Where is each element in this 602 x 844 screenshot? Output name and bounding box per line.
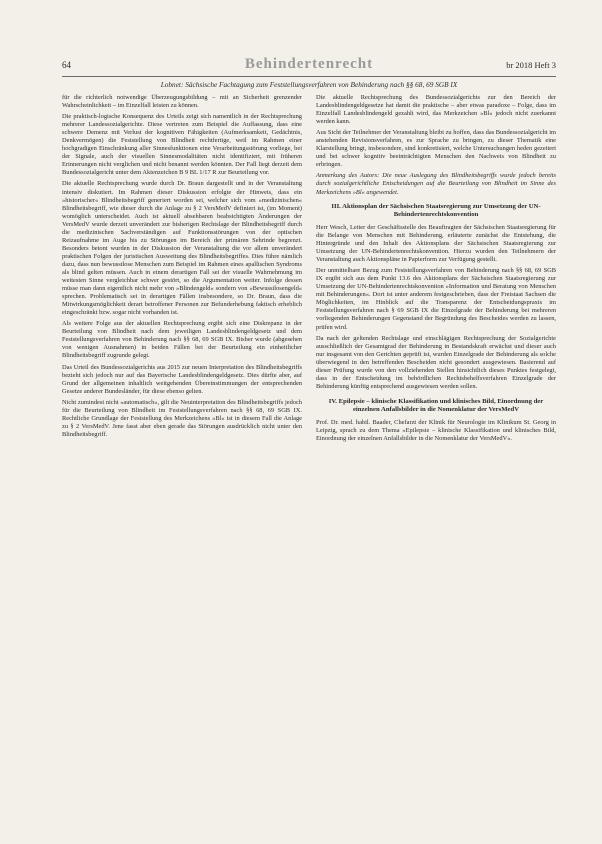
left-column: [62, 94, 302, 442]
paragraph: Aus Sicht der Teilnehmer der Veranstaltung bleibt zu hoffen, dass das Bundessozialgericht im anstehenden Revisionsverfahren, es zur Sprache zu bringen, zu dieser Thematik eine Klarstellung bringt, insbesondere, sind konkretisiert, welche Untersuchungen heden gezeitert und bei schwer kognitiv beeinträchtigten Menschen den Nachweis von Blindheit zu erbringen.: [316, 129, 556, 169]
author-note: Anmerkung des Autors: Die neue Auslegung des Blindheitsbegriffs wurde jedoch bereits durch sozialgerichtliche Entscheidungen auf die Beurteilung von Blindheit im Sinne des Merkzeichens »Bl« angewendet.: [316, 172, 556, 196]
section-heading-4: IV. Epilepsie – klinische Klassifikation und klinisches Bild, Einordnung der einzelnen Anfallsbilder in die Nomenklatur der VersMedV: [328, 397, 544, 414]
paragraph: für die richterlich notwendige Überzeugungsbildung – mit an Sicherheit grenzender Wahrscheinlichkeit – im Einzelfall leisten zu können.: [62, 94, 302, 110]
page-number: 64: [62, 60, 71, 70]
right-column: [316, 94, 556, 446]
paragraph: Prof. Dr. med. habil. Baader, Chefarzt der Klinik für Neurologie im Klinikum St. Georg in Leipzig, sprach zu dem Thema »Epilepsie – klinische Klassifikation und klinisches Bild, Einordnung der einzelnen Anfallsbilder in die Nomenklatur der VersMedV«.: [316, 419, 556, 443]
paragraph: Herr Wesch, Leiter der Geschäftsstelle des Beauftragten der Sächsischen Staatsregierung für die Belange von Menschen mit Behinderung, erläuterte zunächst die Entstehung, die Hintergründe und den Inhalt des Aktionsplans der Sächsischen Staatsregierung zur Umsetzung der UN-Behindertenrechtskonvention. Hierzu wurden den Teilnehmern der Veranstaltung auch Aktionspläne in Papierform zur Verfügung gestellt.: [316, 223, 556, 264]
page-header: [62, 58, 556, 77]
article-running-title: Lobnet: Sächsische Fachtagung zum Feststellungsverfahren von Behinderung nach §§ 68, 69 SGB IX: [160, 80, 458, 89]
journal-title: Behindertenrecht: [244, 56, 374, 72]
paragraph: Die praktisch-logische Konsequenz des Urteils zeigt sich namentlich in der Rechtsprechung mehrerer Landessozialgerichte. Diese vertreten zum Beispiel die Auffassung, dass eine schwere Demenz mit Verlust der kognitiven Fähigkeiten (Aufmerksamkeit, Gedächtnis, Denkvermögen) die Feststellung von Blindheit rechtfertige, weil im Rahmen einer hochgradigen Einschränkung aller Sinnesfunktionen eine Verarbeitungsstörung vorliege, bei der Signale, auch der visuellen Sinnesmodalitäten nicht identifiziert, mit früheren Erinnerungen nicht verglichen und nicht benannt werden könnten. Der Fall liegt derzeit dem Bundessozialgericht unter dem Aktenzeichen B 9 BL 1/17 R zur Beurteilung vor.: [62, 113, 302, 177]
paragraph: Nicht zumindest nicht »automatisch«, gilt die Neuinterpretation des Blindheitsbegriffs jedoch für die Beurteilung von Blindheit im Feststellungsverfahren nach §§ 68, 69 SGB IX. Rechtliche Grundlage der Feststellung des Merkzeichens »Bl« ist in diesem Fall die Anlage zu § 2 VersMedV. Jene fasst aber eben gerade das Störungen ausdrücklich nicht unter den Blindheitsbegriff.: [62, 398, 302, 438]
paragraph: Die aktuelle Rechtsprechung des Bundessozialgerichts zur den Bereich der Landesblindengeldgesetze hat damit die praktische – aber etwas paradoxe – Folge, dass im Einzelfall Landesblindengeld gezahlt wird, das Merkzeichen »Bl« jedoch nicht zuerkannt werden kann.: [316, 94, 556, 126]
paragraph: Als weitere Folge aus der aktuellen Rechtsprechung ergibt sich eine Diskrepanz in der Beurteilung von Blindheit nach dem jeweiligen Landesblindengeldgesetz und dem Feststellungsverfahren von Behinderung nach §§ 68, 69 SGB IX. Bisher wurde (abgesehen von wenigen Ausnahmen) in beiden Fällen bei der Beurteilung ein einheitlicher Blindheitsbegriff zugrunde gelegt.: [62, 320, 302, 360]
section-heading-3: III. Aktionsplan der Sächsischen Staatsregierung zur Umsetzung der UN-Behindertenrechtskonvention: [331, 202, 541, 218]
issue-label: br 2018 Heft 3: [506, 60, 556, 70]
paragraph: Das Urteil des Bundessozialgerichts aus 2015 zur neuen Interpretation des Blindheitsbegriffs bezieht sich jedoch nur auf das Bayerische Landesblindengeldgesetz. Dies dürfte aber, auf Grund der allgemeinen inhaltlich weitgehenden Übereinstimmungen der entsprechenden Gesetze anderer Bundesländer, für diese ebenso gelten.: [62, 363, 302, 395]
paragraph: Da nach der geltenden Rechtslage und einschlägigen Rechtsprechung der Sozialgerichte ausschließlich der Gesamtgrad der Behinderung in Bestandskraft erwächst und dieser auch nur insgesamt von den Gerichten geprüft ist, wurden Einzelgrade der Behinderung als solche überwiegend in den betreffenden Bescheiden nicht gesondert ausgewiesen. Basierend auf dieser Prüfung wurde von den vollziehenden Stellen hinsichtlich dieses Punktes festgelegt, dass in der Entscheidung im behördlichen Rechtsbehelfsverfahren Einzelgrade der Behinderung künftig entsprechend ausgewiesen werden sollen.: [316, 334, 556, 390]
paragraph: Der unmittelbare Bezug zum Feststellungsverfahren von Behinderung nach §§ 68, 69 SGB IX ergibt sich aus dem Punkt 13.6 des Aktionsplans der Sächsischen Staatsregierung zur Umsetzung der UN-Behindertenrechtskonvention »Information und Beratung von Menschen mit Behinderungen«. Dort ist unter anderem festgeschrieben, dass der Freistaat Sachsen die Möglichkeiten, im Hinblick auf die Transparenz der Entscheidungspraxis im Feststellungsverfahren nach § 69 SGB IX die Einzelgrade der Behinderung bei mehreren vorliegenden Behinderungen Gegenstand der Begründung des Bescheides werden zu lassen, prüfen wird.: [316, 267, 556, 331]
paragraph: Die aktuelle Rechtsprechung wurde durch Dr. Braun dargestellt und in der Veranstaltung intensiv diskutiert. Im Rahmen dieser Diskussion erfolgte der Hinweis, dass ein »historischer« Blindheitsbegriff generiert worden sei, welcher sich vom »medizinischen« Blindheitsbegriff, wie dieser durch die Anlage zu § 2 VersMedV definiert ist, (im Moment) womöglich unterscheidet. Auch ist aktuell absehbaren beabsichtigten Änderungen der VersMedV wurde derzeit unverändert zur bisherigen Rechtslage der Blindheitsbegriff durch die medizinischen Sachverständigen auf Funktionsstörungen von der optischen Reizaufnahme im Auge bis zu Störungen im Bereich der primären Sehrinde begrenzt. Besonders betont wurden in der Diskussion der Veranstaltung die vor allem unverändert praktischen Folgen der juristischen Ausweitung des Blindheitsbegriffes. Dies führe nämlich dazu, dass nun bewusstlose Menschen zum Beispiel im Rahmen eines apallischen Syndroms als blind gelten müssen. Auch in einem derartigen Fall sei der visuelle Wahrnehmung im weitesten Sinne vergleichbar schwer gestört, so die Argumentation weiter. Infolge dessen müsse man dann eigentlich nicht mehr von »Blindengeld« sondern von »Bewusstlosengeld« sprechen. Problematisch sei in derartigen Fällen insbesondere, so Dr. Braun, dass die Mitwirkungsmöglichkeit derart betroffener Personen zur Befunderhebung faktisch erheblich eingeschränkt bzw. sogar nicht vorhanden ist.: [62, 180, 302, 317]
